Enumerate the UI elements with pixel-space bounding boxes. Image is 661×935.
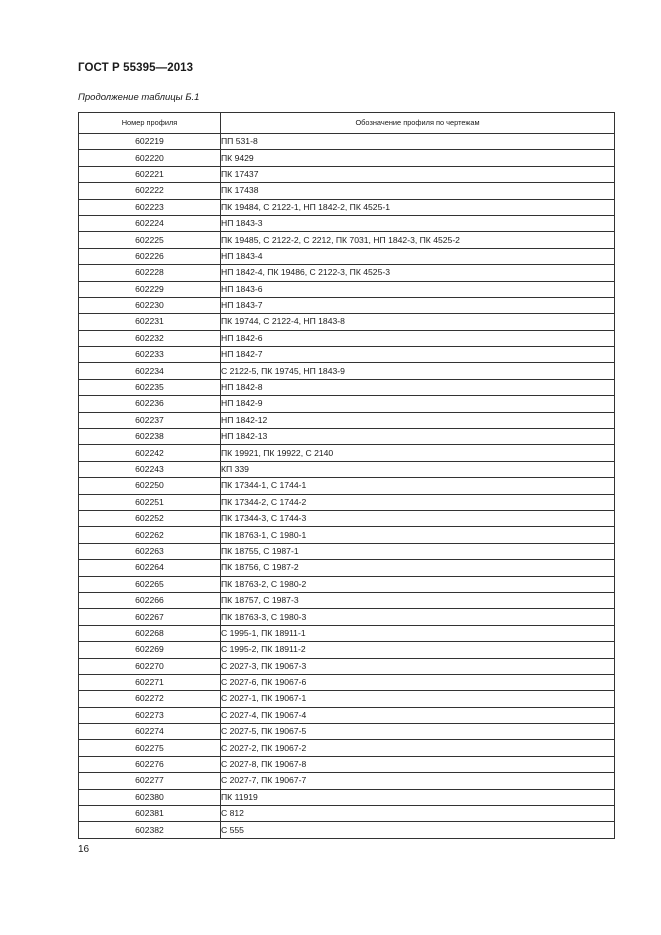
- profile-number-cell: 602265: [79, 576, 221, 592]
- profile-number-cell: 602381: [79, 806, 221, 822]
- profile-number-cell: 602228: [79, 265, 221, 281]
- profile-number-cell: 602223: [79, 199, 221, 215]
- table-row: [79, 658, 615, 674]
- table-row: [79, 396, 615, 412]
- table-row: [79, 691, 615, 707]
- profile-number-cell: 602233: [79, 347, 221, 363]
- table-row: [79, 347, 615, 363]
- profile-designation-cell: НП 1843-6: [221, 281, 615, 297]
- profile-designation-cell: С 2027-1, ПК 19067-1: [221, 691, 615, 707]
- profile-number-cell: 602231: [79, 314, 221, 330]
- profile-designation-cell: НП 1842-7: [221, 347, 615, 363]
- profile-designation-cell: НП 1842-9: [221, 396, 615, 412]
- profile-number-cell: 602236: [79, 396, 221, 412]
- profile-designation-cell: С 2027-8, ПК 19067-8: [221, 756, 615, 772]
- table-row: [79, 445, 615, 461]
- profile-designation-cell: ПК 11919: [221, 789, 615, 805]
- profile-designation-cell: С 1995-2, ПК 18911-2: [221, 642, 615, 658]
- profile-number-cell: 602252: [79, 510, 221, 526]
- table-row: [79, 707, 615, 723]
- profile-number-cell: 602275: [79, 740, 221, 756]
- table-row: [79, 625, 615, 641]
- table-row: [79, 560, 615, 576]
- profile-designation-cell: ПК 17438: [221, 183, 615, 199]
- profile-number-cell: 602221: [79, 166, 221, 182]
- table-header-row: [79, 113, 615, 134]
- profile-designation-cell: ПК 17344-1, С 1744-1: [221, 478, 615, 494]
- profile-designation-cell: ПК 17344-2, С 1744-2: [221, 494, 615, 510]
- profile-number-cell: 602277: [79, 773, 221, 789]
- profile-designation-cell: НП 1843-3: [221, 215, 615, 231]
- profile-designation-cell: ПК 19921, ПК 19922, С 2140: [221, 445, 615, 461]
- profile-designation-cell: С 2027-3, ПК 19067-3: [221, 658, 615, 674]
- table-row: [79, 724, 615, 740]
- table-row: [79, 248, 615, 264]
- table-row: [79, 494, 615, 510]
- table-row: [79, 265, 615, 281]
- table-row: [79, 806, 615, 822]
- profile-designation-cell: С 2122-5, ПК 19745, НП 1843-9: [221, 363, 615, 379]
- table-row: [79, 215, 615, 231]
- document-header: ГОСТ Р 55395—2013: [78, 62, 194, 74]
- profile-number-cell: 602219: [79, 134, 221, 150]
- table-row: [79, 134, 615, 150]
- profile-number-cell: 602238: [79, 429, 221, 445]
- table-body: [79, 134, 615, 839]
- profile-designation-cell: ПК 9429: [221, 150, 615, 166]
- profile-number-cell: 602235: [79, 379, 221, 395]
- profile-number-cell: 602263: [79, 543, 221, 559]
- table-row: [79, 822, 615, 838]
- profile-number-cell: 602269: [79, 642, 221, 658]
- profile-designation-cell: ПК 18756, С 1987-2: [221, 560, 615, 576]
- profile-number-cell: 602276: [79, 756, 221, 772]
- profile-number-cell: 602382: [79, 822, 221, 838]
- table-row: [79, 183, 615, 199]
- profile-number-cell: 602220: [79, 150, 221, 166]
- profile-designation-cell: С 555: [221, 822, 615, 838]
- profile-number-cell: 602268: [79, 625, 221, 641]
- profiles-table: [78, 112, 615, 839]
- profile-designation-cell: НП 1842-13: [221, 429, 615, 445]
- profile-designation-cell: ПК 18757, С 1987-3: [221, 592, 615, 608]
- profile-designation-cell: ПК 19484, С 2122-1, НП 1842-2, ПК 4525-1: [221, 199, 615, 215]
- table-row: [79, 330, 615, 346]
- profile-designation-cell: С 812: [221, 806, 615, 822]
- column-header-designation: Обозначение профиля по чертежам: [221, 113, 615, 134]
- table-row: [79, 297, 615, 313]
- profile-number-cell: 602380: [79, 789, 221, 805]
- profile-number-cell: 602222: [79, 183, 221, 199]
- table-row: [79, 642, 615, 658]
- table-row: [79, 789, 615, 805]
- table-row: [79, 609, 615, 625]
- table-row: [79, 150, 615, 166]
- profile-number-cell: 602267: [79, 609, 221, 625]
- profile-number-cell: 602243: [79, 461, 221, 477]
- profile-number-cell: 602242: [79, 445, 221, 461]
- profile-designation-cell: ПК 17344-3, С 1744-3: [221, 510, 615, 526]
- profile-designation-cell: НП 1842-4, ПК 19486, С 2122-3, ПК 4525-3: [221, 265, 615, 281]
- profile-number-cell: 602266: [79, 592, 221, 608]
- table-row: [79, 543, 615, 559]
- table-row: [79, 674, 615, 690]
- profile-designation-cell: ПК 17437: [221, 166, 615, 182]
- profile-number-cell: 602274: [79, 724, 221, 740]
- profile-number-cell: 602234: [79, 363, 221, 379]
- profile-number-cell: 602273: [79, 707, 221, 723]
- profile-number-cell: 602272: [79, 691, 221, 707]
- profile-number-cell: 602251: [79, 494, 221, 510]
- table-row: [79, 166, 615, 182]
- table-row: [79, 379, 615, 395]
- profile-designation-cell: С 1995-1, ПК 18911-1: [221, 625, 615, 641]
- profile-number-cell: 602262: [79, 527, 221, 543]
- profile-designation-cell: ПП 531-8: [221, 134, 615, 150]
- table-row: [79, 740, 615, 756]
- table-row: [79, 281, 615, 297]
- table-row: [79, 478, 615, 494]
- profile-designation-cell: ПК 19485, С 2122-2, С 2212, ПК 7031, НП 1842-3, ПК 4525-2: [221, 232, 615, 248]
- profile-designation-cell: НП 1843-7: [221, 297, 615, 313]
- profile-designation-cell: НП 1842-6: [221, 330, 615, 346]
- profile-designation-cell: КП 339: [221, 461, 615, 477]
- table-row: [79, 592, 615, 608]
- profile-number-cell: 602229: [79, 281, 221, 297]
- profile-designation-cell: С 2027-7, ПК 19067-7: [221, 773, 615, 789]
- profile-number-cell: 602225: [79, 232, 221, 248]
- table-row: [79, 199, 615, 215]
- column-header-number: Номер профиля: [79, 113, 221, 134]
- table-caption: Продолжение таблицы Б.1: [78, 92, 200, 103]
- profile-number-cell: 602230: [79, 297, 221, 313]
- profile-number-cell: 602232: [79, 330, 221, 346]
- page-number: 16: [78, 844, 90, 855]
- profile-designation-cell: ПК 19744, С 2122-4, НП 1843-8: [221, 314, 615, 330]
- profile-designation-cell: С 2027-6, ПК 19067-6: [221, 674, 615, 690]
- profile-number-cell: 602271: [79, 674, 221, 690]
- profile-number-cell: 602237: [79, 412, 221, 428]
- profile-number-cell: 602264: [79, 560, 221, 576]
- table-row: [79, 756, 615, 772]
- profile-designation-cell: С 2027-5, ПК 19067-5: [221, 724, 615, 740]
- profile-designation-cell: ПК 18763-1, С 1980-1: [221, 527, 615, 543]
- profile-designation-cell: ПК 18763-3, С 1980-3: [221, 609, 615, 625]
- profile-number-cell: 602250: [79, 478, 221, 494]
- table-row: [79, 232, 615, 248]
- profile-designation-cell: НП 1843-4: [221, 248, 615, 264]
- table-row: [79, 314, 615, 330]
- table-row: [79, 429, 615, 445]
- table-row: [79, 576, 615, 592]
- profile-designation-cell: С 2027-2, ПК 19067-2: [221, 740, 615, 756]
- profile-designation-cell: НП 1842-12: [221, 412, 615, 428]
- table-row: [79, 363, 615, 379]
- profile-number-cell: 602224: [79, 215, 221, 231]
- profile-designation-cell: НП 1842-8: [221, 379, 615, 395]
- table-row: [79, 461, 615, 477]
- table-row: [79, 527, 615, 543]
- table-row: [79, 510, 615, 526]
- profile-designation-cell: ПК 18755, С 1987-1: [221, 543, 615, 559]
- profile-number-cell: 602270: [79, 658, 221, 674]
- profile-designation-cell: ПК 18763-2, С 1980-2: [221, 576, 615, 592]
- table-row: [79, 773, 615, 789]
- profile-number-cell: 602226: [79, 248, 221, 264]
- profile-designation-cell: С 2027-4, ПК 19067-4: [221, 707, 615, 723]
- table-row: [79, 412, 615, 428]
